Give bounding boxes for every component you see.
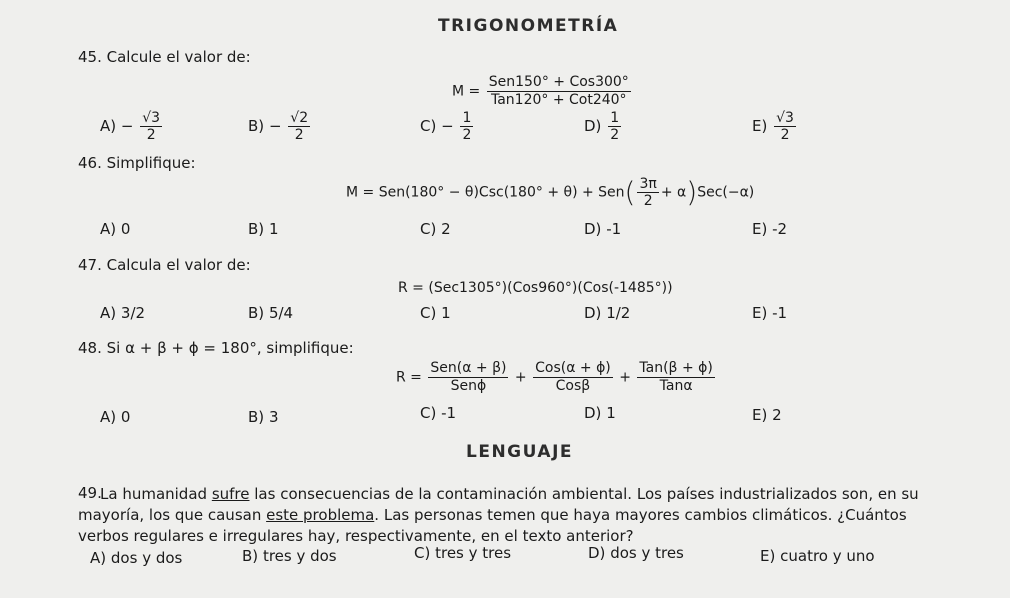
option-letter: B)	[248, 220, 265, 238]
q47-option-b[interactable]	[248, 304, 293, 322]
option-letter: C)	[420, 304, 437, 322]
option-denominator: 2	[294, 127, 304, 143]
option-letter: E)	[752, 304, 768, 322]
q47-option-e[interactable]	[752, 304, 787, 322]
option-letter: C)	[420, 220, 437, 238]
q47-prompt: 47. Calcula el valor de:	[78, 256, 251, 274]
section-title-lenguaje: LENGUAJE	[466, 442, 574, 462]
option-value: 5/4	[268, 304, 294, 322]
option-value: 3/2	[120, 304, 146, 322]
q45-option-a[interactable]	[100, 110, 164, 143]
q47-equation: R = (Sec1305°)(Cos960°)(Cos(-1485°))	[398, 280, 673, 296]
option-value: 0	[120, 220, 131, 238]
option-letter: D)	[584, 304, 602, 322]
option-value: -1	[772, 304, 788, 322]
q48-option-a[interactable]	[100, 408, 130, 426]
q49-option-a[interactable]	[90, 549, 182, 567]
option-value: -1	[606, 220, 622, 238]
q48-option-c[interactable]	[420, 404, 456, 422]
q49-text-b: las consecuencias de la contaminación ambiental. Los países industrializados son, en su mayoría, los que causan	[78, 485, 919, 524]
option-letter: E)	[752, 220, 768, 238]
option-letter: D)	[588, 544, 606, 562]
q47-option-a[interactable]	[100, 304, 145, 322]
q48-option-d[interactable]	[584, 404, 616, 422]
q47-option-c[interactable]	[420, 304, 451, 322]
q48-f2-den: Cosβ	[555, 378, 591, 394]
q48-f3-den: Tanα	[659, 378, 693, 394]
option-letter: C)	[420, 404, 437, 422]
option-letter: A)	[90, 549, 107, 567]
q49-number: 49.	[78, 484, 102, 502]
q46-option-d[interactable]	[584, 220, 621, 238]
option-sign: −	[268, 117, 282, 135]
option-numerator: 1	[462, 110, 472, 126]
option-sign: −	[441, 117, 454, 135]
left-paren: (	[624, 175, 636, 209]
q45-equation	[452, 74, 633, 109]
option-value: 3	[268, 408, 279, 426]
q45-lhs: M =	[452, 83, 481, 100]
q48-equation	[396, 360, 717, 395]
q48-f1-den: Senϕ	[450, 378, 487, 394]
q48-option-e[interactable]	[752, 406, 782, 424]
option-value: tres y dos	[262, 547, 337, 565]
option-letter: B)	[248, 304, 265, 322]
option-letter: A)	[100, 408, 117, 426]
option-value: 2	[441, 220, 451, 238]
q49-option-b[interactable]	[242, 547, 337, 565]
q46-frac-num: 3π	[639, 176, 657, 192]
option-letter: C)	[420, 117, 437, 135]
q48-f2-num: Cos(α + ϕ)	[535, 360, 611, 376]
option-value: 0	[120, 408, 131, 426]
q46-part1: M = Sen(180° − θ)Csc(180° + θ) + Sen	[346, 184, 625, 201]
option-value: cuatro y uno	[780, 547, 875, 565]
q46-prompt: 46. Simplifique:	[78, 154, 196, 172]
q48-f1-num: Sen(α + β)	[430, 360, 507, 376]
option-sign: −	[120, 117, 134, 135]
q46-option-e[interactable]	[752, 220, 787, 238]
q46-part2: Sec(−α)	[697, 184, 755, 201]
q45-option-d[interactable]	[584, 110, 623, 143]
q48-prompt: 48. Si α + β + ϕ = 180°, simplifique:	[78, 339, 354, 357]
option-value: 1	[606, 404, 616, 422]
q49-option-c[interactable]	[414, 544, 511, 562]
option-value: dos y tres	[610, 544, 684, 562]
option-value: 1	[441, 304, 451, 322]
q45-option-c[interactable]	[420, 110, 475, 143]
q48-f3-num: Tan(β + ϕ)	[639, 360, 713, 376]
option-letter: A)	[100, 117, 117, 135]
q49-text-a: La humanidad	[100, 485, 212, 503]
option-denominator: 2	[780, 127, 790, 143]
right-paren: )	[686, 175, 698, 209]
option-letter: D)	[584, 117, 602, 135]
option-letter: E)	[752, 406, 768, 424]
option-letter: A)	[100, 304, 117, 322]
option-letter: B)	[248, 408, 265, 426]
option-letter: D)	[584, 404, 602, 422]
option-value: -2	[772, 220, 788, 238]
q46-inner-rest: + α	[660, 184, 687, 201]
q46-frac-den: 2	[643, 193, 653, 209]
option-denominator: 2	[462, 127, 472, 143]
option-letter: A)	[100, 220, 117, 238]
q45-option-e[interactable]	[752, 110, 798, 143]
option-numerator: 1	[610, 110, 620, 126]
page-title: TRIGONOMETRÍA	[438, 16, 619, 36]
option-numerator: √2	[290, 110, 309, 126]
option-numerator: √3	[142, 110, 161, 126]
q49-underlined-verb: sufre	[211, 485, 250, 503]
q49-text-c: . Las personas temen que haya mayores cambios climáticos. ¿Cuántos verbos regulares e irregulares hay, respectivamente, en el texto anterior?	[78, 506, 907, 545]
option-value: 2	[772, 406, 782, 424]
q46-option-a[interactable]	[100, 220, 130, 238]
q46-option-b[interactable]	[248, 220, 278, 238]
q49-underlined-phrase: este problema	[266, 506, 375, 524]
option-letter: B)	[248, 117, 265, 135]
option-value: 1	[268, 220, 279, 238]
option-letter: C)	[414, 544, 431, 562]
plus-sign: +	[514, 369, 527, 386]
option-denominator: 2	[146, 127, 156, 143]
q45-numerator: Sen150° + Cos300°	[488, 74, 629, 90]
q45-option-b[interactable]	[248, 110, 312, 143]
option-letter: E)	[752, 117, 768, 135]
plus-sign: +	[619, 369, 631, 386]
q45-denominator: Tan120° + Cot240°	[490, 92, 627, 108]
q48-lhs: R =	[396, 369, 422, 386]
option-value: tres y tres	[435, 544, 512, 562]
q49-option-e[interactable]	[760, 547, 875, 565]
option-value: dos y dos	[110, 549, 183, 567]
option-denominator: 2	[610, 127, 620, 143]
q45-prompt: 45. Calcule el valor de:	[78, 48, 251, 66]
q49-option-d[interactable]	[588, 544, 684, 562]
option-value: -1	[441, 404, 457, 422]
q46-option-c[interactable]	[420, 220, 451, 238]
option-numerator: √3	[776, 110, 794, 126]
q49-text	[78, 484, 958, 547]
q48-option-b[interactable]	[248, 408, 278, 426]
q47-option-d[interactable]	[584, 304, 630, 322]
q46-equation	[346, 176, 754, 209]
option-letter: B)	[242, 547, 259, 565]
option-value: 1/2	[606, 304, 631, 322]
option-letter: E)	[760, 547, 776, 565]
option-letter: D)	[584, 220, 602, 238]
